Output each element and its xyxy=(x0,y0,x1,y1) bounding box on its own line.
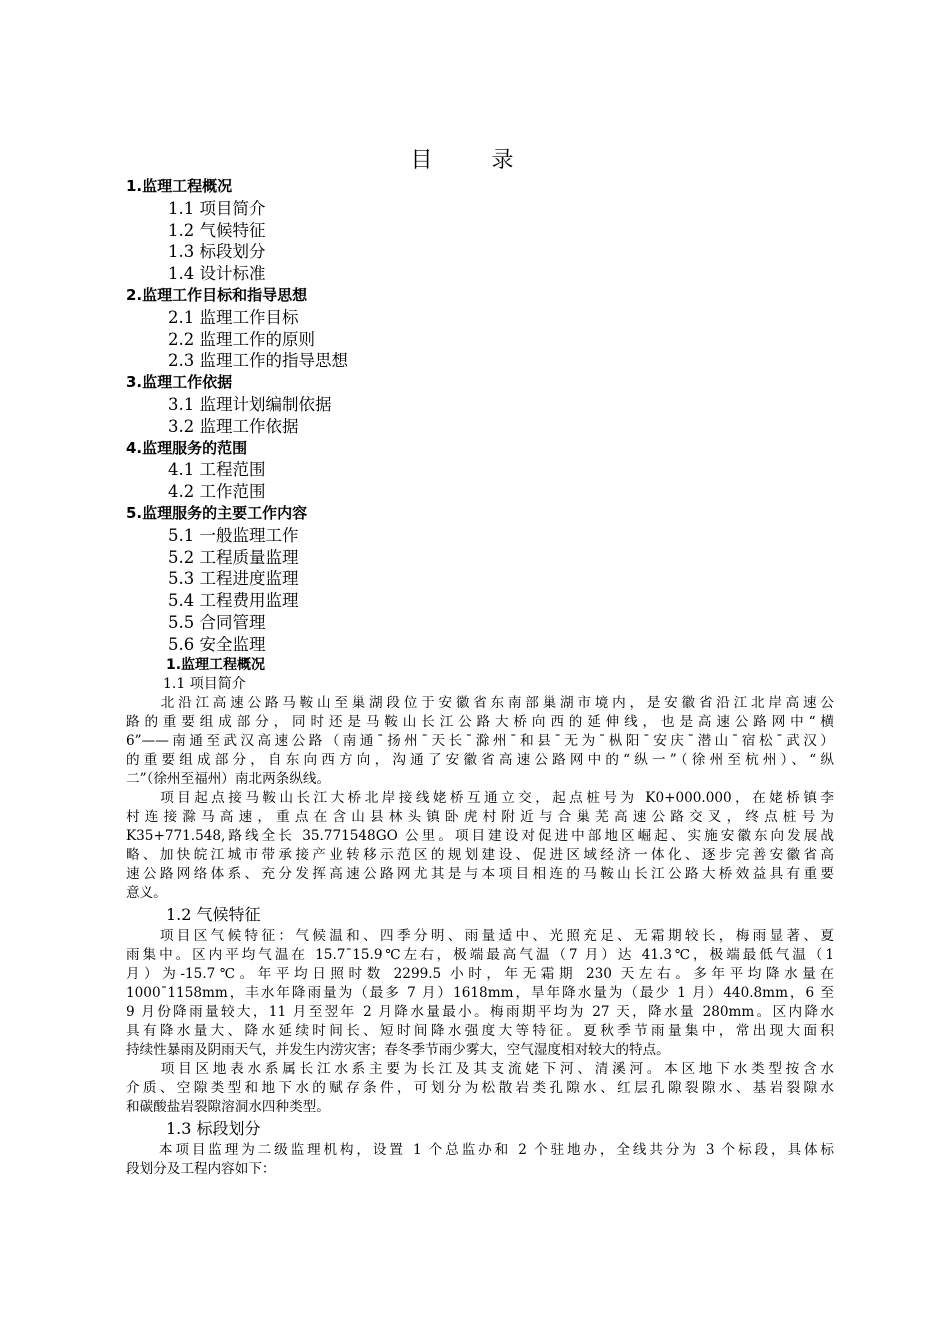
paragraph-line: 北沿江高速公路马鞍山至巢湖段位于安徽省东南部巢湖市境内，是安徽省沿江北岸高速公 xyxy=(126,695,834,711)
paragraph-line: 项目起点接马鞍山长江大桥北岸接线姥桥互通立交，起点桩号为 K0+000.000，在姥桥镇李 xyxy=(126,790,834,806)
paragraph-line: 雨集中。区内平均气温在 15.7¯15.9℃左右，极端最高气温（7 月）达 41.3℃，极端最低气温（1 xyxy=(126,947,834,963)
toc-section-entry[interactable]: 5.3 工程进度监理 xyxy=(168,569,299,589)
paragraph-line: 本项目监理为二级监理机构，设置 1 个总监办和 2 个驻地办，全线共分为 3 个标段，具体标 xyxy=(126,1142,834,1158)
toc-section-entry[interactable]: 1.3 标段划分 xyxy=(168,242,266,262)
paragraph-line: 和碳酸盐岩裂隙溶洞水四种类型。 xyxy=(126,1099,330,1115)
toc-section-entry[interactable]: 2.1 监理工作目标 xyxy=(168,307,299,327)
paragraph-line: 项目区气候特征：气候温和、四季分明、雨量适中、光照充足、无霜期较长，梅雨显著、夏 xyxy=(126,928,834,944)
paragraph-line: K35+771.548,路线全长 35.771548GO 公里。项目建设对促进中部地区崛起、实施安徽东向发展战 xyxy=(126,828,834,844)
toc-section-entry[interactable]: 4.2 工作范围 xyxy=(168,482,266,502)
toc-section-entry[interactable]: 2.3 监理工作的指导思想 xyxy=(168,351,348,371)
paragraph-line: 段划分及工程内容如下： xyxy=(126,1161,276,1177)
paragraph-project-route xyxy=(126,789,834,903)
paragraph-project-intro xyxy=(126,694,834,789)
paragraph-line: 村连接滁马高速，重点在含山县林头镇卧虎村附近与合巢芜高速公路交叉，终点桩号为 xyxy=(126,809,834,825)
paragraph-line: 9 月份降雨量较大，11 月至翌年 2 月降水量最小。梅雨期平均为 27 天，降水量 280mm。区内降水 xyxy=(126,1004,834,1020)
paragraph-line: 路的重要组成部分，同时还是马鞍山长江公路大桥向西的延伸线，也是高速公路网中“横 xyxy=(126,714,834,730)
subsection-heading-1-1: 1.1 项目简介 xyxy=(163,676,246,692)
toc-section-entry[interactable]: 5.5 合同管理 xyxy=(168,612,266,632)
paragraph-line: 的重要组成部分，自东向西方向，沟通了安徽省高速公路网中的“纵一”（徐州至杭州）、“纵 xyxy=(126,752,834,768)
paragraph-line: 略、加快皖江城市带承接产业转移示范区的规划建设、促进区域经济一体化、逐步完善安徽省高 xyxy=(126,847,834,863)
toc-title: 目 录 xyxy=(410,148,540,173)
paragraph-climate xyxy=(126,927,834,1060)
toc-section-entry[interactable]: 5.6 安全监理 xyxy=(168,634,266,654)
toc-section-entry[interactable]: 1.2 气候特征 xyxy=(168,220,266,240)
toc-chapter-entry[interactable]: 5.监理服务的主要工作内容 xyxy=(126,503,308,522)
paragraph-line: 意义。 xyxy=(126,885,167,901)
paragraph-line: 1000¯1158mm，丰水年降雨量为（最多 7 月）1618mm，旱年降水量为（最少 1 月）440.8mm，6 至 xyxy=(126,985,834,1001)
paragraph-line: 介质、空隙类型和地下水的赋存条件，可划分为松散岩类孔隙水、红层孔隙裂隙水、基岩裂隙水 xyxy=(126,1080,834,1096)
toc-chapter-entry[interactable]: 2.监理工作目标和指导思想 xyxy=(126,285,308,304)
toc-section-entry[interactable]: 4.1 工程范围 xyxy=(168,460,266,480)
document-body xyxy=(126,656,834,1179)
paragraph-line: 二”（徐州至福州）南北两条纵线。 xyxy=(126,771,331,787)
toc-section-entry[interactable]: 5.4 工程费用监理 xyxy=(168,591,299,611)
toc-section-entry[interactable]: 2.2 监理工作的原则 xyxy=(168,329,315,349)
toc-section-entry[interactable]: 3.1 监理计划编制依据 xyxy=(168,394,332,414)
paragraph-line: 项目区地表水系属长江水系主要为长江及其支流姥下河、清溪河。本区地下水类型按含水 xyxy=(126,1061,834,1077)
table-of-contents xyxy=(126,176,826,656)
paragraph-line: 持续性暴雨及阴雨天气，并发生内涝灾害；春冬季节雨少雾大，空气湿度相对较大的特点。 xyxy=(126,1042,670,1058)
subsection-heading-1-3: 1.3 标段划分 xyxy=(166,1119,261,1138)
paragraph-line: 具有降水量大、降水延续时间长、短时间降水强度大等特征。夏秋季节雨量集中，常出现大面积 xyxy=(126,1023,834,1039)
section-heading-1: 1.监理工程概况 xyxy=(166,657,266,673)
subsection-heading-1-2: 1.2 气候特征 xyxy=(166,905,261,924)
paragraph-line: 月）为-15.7℃。年平均日照时数 2299.5 小时，年无霜期 230 天左右。多年平均降水量在 xyxy=(126,966,834,982)
toc-section-entry[interactable]: 3.2 监理工作依据 xyxy=(168,416,299,436)
toc-section-entry[interactable]: 5.2 工程质量监理 xyxy=(168,547,299,567)
toc-section-entry[interactable]: 5.1 一般监理工作 xyxy=(168,525,299,545)
toc-chapter-entry[interactable]: 4.监理服务的范围 xyxy=(126,438,248,457)
paragraph-sections xyxy=(126,1141,834,1179)
toc-section-entry[interactable]: 1.4 设计标准 xyxy=(168,264,266,284)
toc-section-entry[interactable]: 1.1 项目简介 xyxy=(168,198,266,218)
paragraph-line: 6”——南通至武汉高速公路（南通¯扬州¯天长¯滁州¯和县¯无为¯枞阳¯安庆¯潜山¯宿松¯武汉） xyxy=(126,733,834,749)
paragraph-hydrology xyxy=(126,1060,834,1117)
toc-chapter-entry[interactable]: 1.监理工程概况 xyxy=(126,177,233,195)
toc-chapter-entry[interactable]: 3.监理工作依据 xyxy=(126,373,233,392)
paragraph-line: 速公路网络体系、充分发挥高速公路网尤其是与本项目相连的马鞍山长江公路大桥效益具有重要 xyxy=(126,866,834,882)
